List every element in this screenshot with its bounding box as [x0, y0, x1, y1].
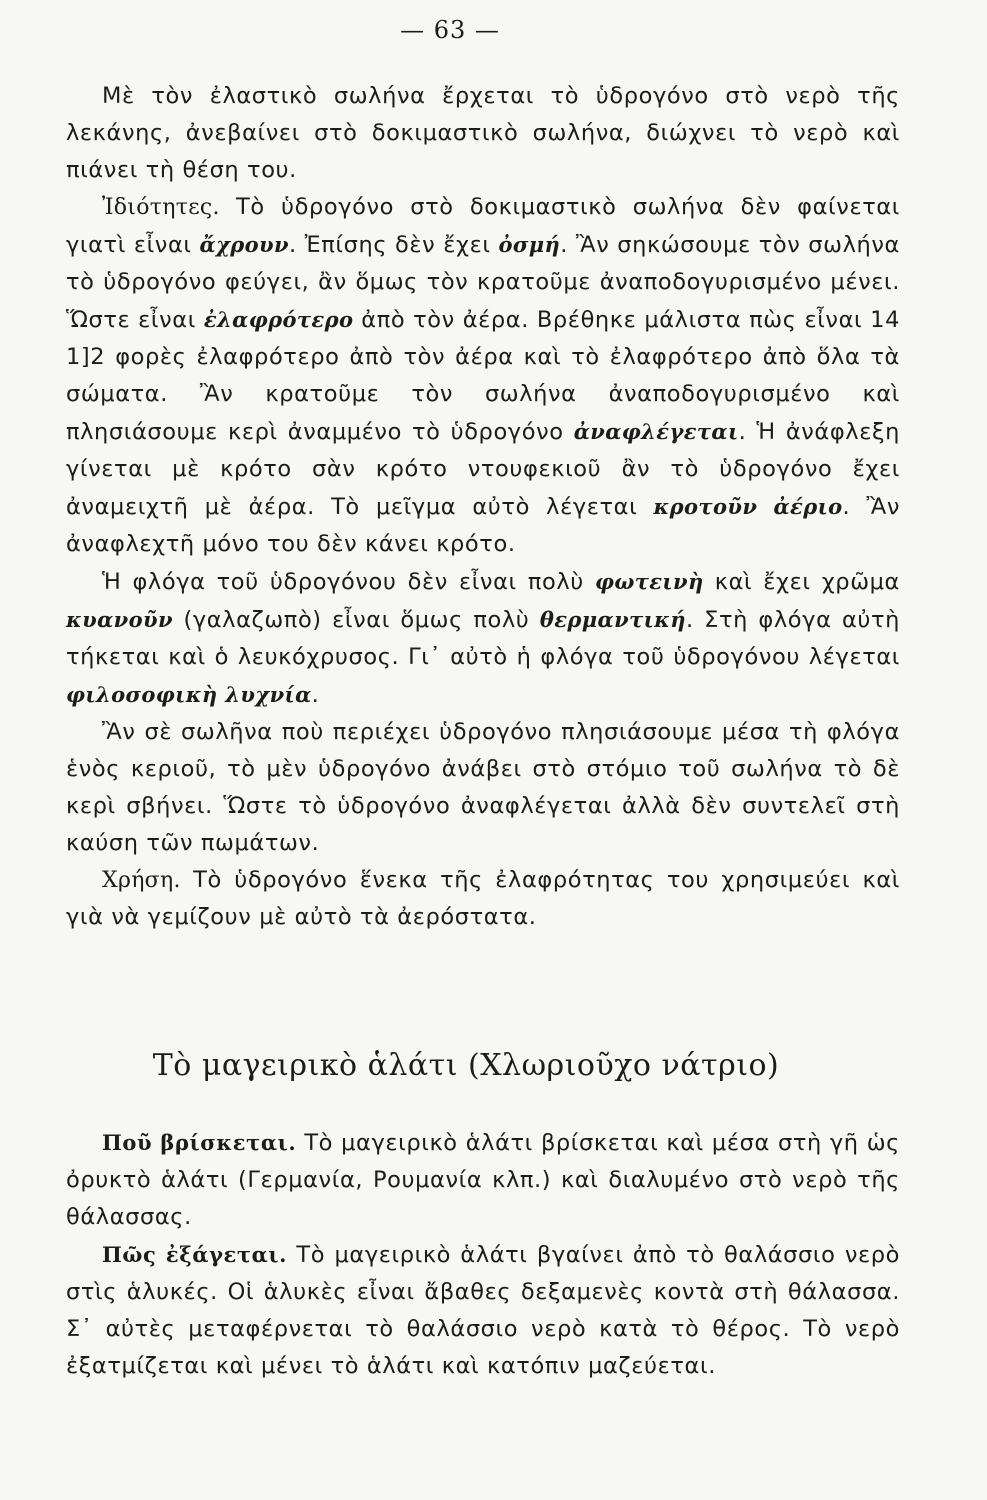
properties-heading: Ἰδιότητες.	[102, 195, 220, 220]
keyword-philosophical-lamp: φιλοσοφικὴ λυχνία	[66, 682, 312, 707]
extraction-heading: Πῶς ἐξάγεται.	[102, 1242, 288, 1267]
salt-text-block	[66, 1124, 900, 1385]
keyword-heating: θερμαντική	[539, 607, 686, 632]
keyword-luminous: φωτεινὴ	[594, 569, 704, 594]
main-text-block	[66, 78, 900, 936]
paragraph-hydrogen-properties	[66, 189, 900, 563]
page-number: — 63 —	[400, 16, 500, 44]
text-span: Τὸ μαγειρικὸ ἁλάτι βγαίνει ἀπὸ τὸ θαλάσσιο νερὸ στὶς ἁλυκές. Οἱ ἁλυκὲς εἶναι ἄβαθες δεξαμενὲς κοντὰ στὴ θάλασσα. Σ᾽ αὐτὲς μεταφέρνεται τὸ θαλάσσιο νερὸ κατὰ τὸ θέρος. Τὸ νερὸ ἐξατμίζεται καὶ μένει τὸ ἁλάτι καὶ κατόπιν μαζεύεται.	[66, 1242, 900, 1379]
keyword-ignites: ἀναφλέγεται	[573, 419, 739, 444]
text-span: ἀπὸ τὸν ἀέρα. Βρέθηκε μάλιστα πὼς εἶναι 14 1]2 φορὲς ἐλαφρότερο ἀπὸ τὸν ἀέρα καὶ τὸ ἐλαφρότερο ἀπὸ ὅλα τὰ σώματα. Ἂν κρατοῦμε τὸν σωλήνα ἀναποδογυρισμένο καὶ πλησιάσουμε κερὶ ἀναμμένο τὸ ὑδρογόνο	[66, 307, 900, 445]
text-span: καὶ ἔχει χρῶμα	[703, 569, 900, 595]
section-heading-salt: Τὸ μαγειρικὸ ἁλάτι (Χλωριοῦχο νάτριο)	[152, 1048, 780, 1083]
paragraph-hydrogen-combustion: Ἂν σὲ σωλῆνα ποὺ περιέχει ὑδρογόνο πλησιάσουμε μέσα τὴ φλόγα ἑνὸς κεριοῦ, τὸ μὲν ὑδρογόνο ἀνάβει στὸ στόμιο τοῦ σωλήνα τὸ δὲ κερὶ σβήνει. Ὥστε τὸ ὑδρογόνο ἀναφλέγεται ἀλλὰ δὲν συντελεῖ στὴ καύση τῶν πωμάτων.	[66, 719, 900, 856]
text-span: Ἡ φλόγα τοῦ ὑδρογόνου δὲν εἶναι πολὺ	[102, 569, 595, 595]
keyword-colorless: ἄχρουν	[199, 232, 290, 257]
text-span: . Στὴ φλόγα αὐτὴ τήκεται καὶ ὁ λευκόχρυσος. Γι᾽ αὐτὸ ἡ φλόγα τοῦ ὑδρογόνου λέγεται	[66, 607, 900, 670]
text-span: .	[311, 682, 320, 708]
keyword-lighter: ἐλαφρότερο	[203, 307, 354, 332]
text-span: . Ἂν ἀναφλεχτῆ μόνο του δὲν κάνει κρότο.	[66, 494, 901, 557]
use-heading: Χρήση.	[102, 868, 181, 893]
text-span: Τὸ ὑδρογόνο ἕνεκα τῆς ἐλαφρότητας του χρησιμεύει καὶ γιὰ νὰ γεμίζουν μὲ αὐτὸ τὰ ἀερόστατα.	[66, 867, 900, 930]
paragraph-salt-location	[66, 1124, 900, 1236]
text-span: Τὸ ὑδρογόνο στὸ δοκιμαστικὸ σωλήνα δὲν φαίνεται γιατὶ εἶναι	[66, 194, 900, 258]
paragraph-hydrogen-flame	[66, 563, 900, 714]
keyword-odor: ὀσμή	[498, 232, 561, 257]
where-found-heading: Ποῦ βρίσκεται.	[102, 1130, 297, 1155]
paragraph-hydrogen-use	[66, 862, 900, 936]
text-span: . Ἡ ἀνάφλεξη γίνεται μὲ κρότο σὰν κρότο ντουφεκιοῦ ἂν τὸ ὑδρογόνο ἔχει ἀναμειχτῆ μὲ ἀέρα. Τὸ μεῖγμα αὐτὸ λέγεται	[66, 419, 900, 520]
text-span: Τὸ μαγειρικὸ ἁλάτι βρίσκεται καὶ μέσα στὴ γῆ ὡς ὀρυκτὸ ἁλάτι (Γερμανία, Ρουμανία κλπ.) καὶ διαλυμένο στὸ νερὸ τῆς θάλασσας.	[66, 1130, 900, 1230]
text-span: . Ἂν σηκώσουμε τὸν σωλήνα τὸ ὑδρογόνο φεύγει, ἂν ὅμως τὸν κρατοῦμε ἀναποδογυρισμένο μένει. Ὥστε εἶναι	[66, 232, 900, 333]
text-span: (γαλαζωπὸ) εἶναι ὅμως πολὺ	[173, 607, 540, 633]
text-span: . Ἐπίσης δὲν ἔχει	[289, 232, 499, 258]
paragraph-salt-extraction	[66, 1236, 900, 1385]
keyword-oxyhydrogen: κροτοῦν ἀέριο	[653, 494, 843, 519]
paragraph-hydrogen-collection: Μὲ τὸν ἐλαστικὸ σωλήνα ἔρχεται τὸ ὑδρογόνο στὸ νερὸ τῆς λεκάνης, ἀνεβαίνει στὸ δοκιμαστικὸ σωλήνα, διώχνει τὸ νερὸ καὶ πιάνει τὴ θέση του.	[66, 83, 900, 183]
keyword-blue: κυανοῦν	[66, 607, 173, 632]
